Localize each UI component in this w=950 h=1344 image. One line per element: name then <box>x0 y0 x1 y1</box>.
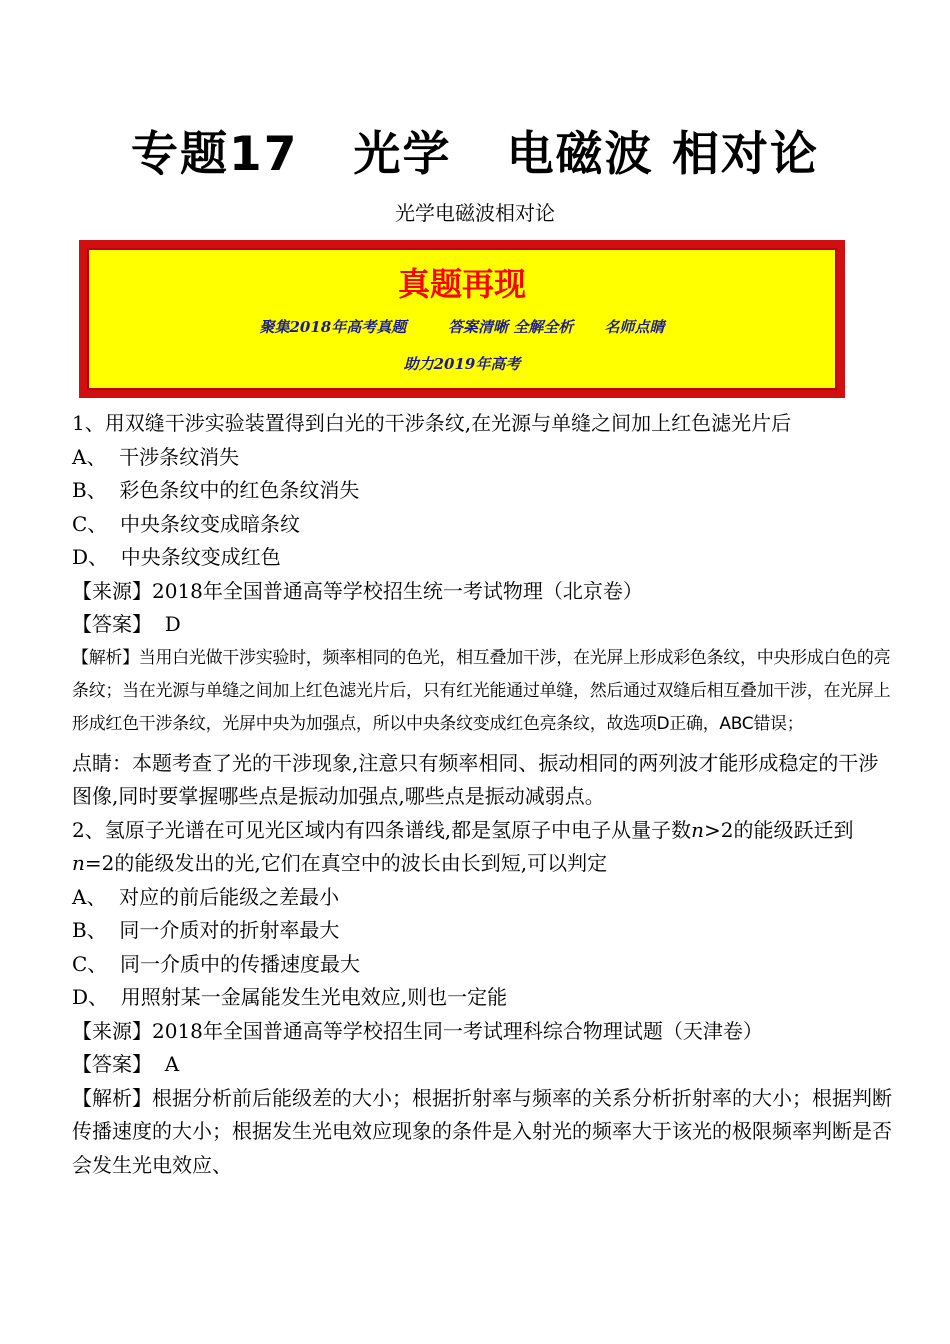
q1-option-a: A、 干涉条纹消失 <box>72 444 240 469</box>
page-subtitle: 光学电磁波相对论 <box>395 201 555 225</box>
page-title: 专题17 光学 电磁波 相对论 <box>131 127 819 182</box>
zhenti-banner <box>79 240 845 398</box>
q2-option-d: D、 用照射某一金属能发生光电效应,则也一定能 <box>72 985 508 1009</box>
q1-answer: 【答案】 D <box>72 612 181 636</box>
banner-subtagline: 助力2019年高考 <box>403 355 521 373</box>
q2-var-n2: n <box>72 851 85 875</box>
q2-option-c: C、 同一介质中的传播速度最大 <box>72 951 361 976</box>
q1-comment: 点睛：本题考查了光的干涉现象,注意只有频率相同、振动相同的两列波才能形成稳定的干涉图像,同时要掌握哪些点是振动加强点,哪些点是振动减弱点。 <box>72 750 879 808</box>
q2-option-a: A、 对应的前后能级之差最小 <box>72 884 340 909</box>
q1-stem: 1、用双缝干涉实验装置得到白光的干涉条纹,在光源与单缝之间加上红色滤光片后 <box>72 411 792 435</box>
banner-inner <box>87 248 837 390</box>
q1-analysis: 【解析】当用白光做干涉实验时，频率相同的色光，相互叠加干涉，在光屏上形成彩色条纹，中央形成白色的亮条纹；当在光源与单缝之间加上红色滤光片后，只有红光能通过单缝，然后通过双缝后相互叠加干涉，在光屏上形成红色干涉条纹，光屏中央为加强点，所以中央条纹变成红色亮条纹，故选项D正确，ABC错误； <box>72 647 891 734</box>
banner-tagline: 聚集2018年高考真题 答案清晰 全解全析 名师点睛 <box>259 318 665 336</box>
q2-source: 【来源】2018年全国普通高等学校招生同一考试理科综合物理试题（天津卷） <box>72 1018 763 1043</box>
q2-stem-part2: >2的能级跃迁到 <box>703 817 854 842</box>
q2-stem-part1: 2、氢原子光谱在可见光区域内有四条谱线,都是氢原子中电子从量子数 <box>72 817 692 842</box>
q1-option-b: B、 彩色条纹中的红色条纹消失 <box>72 478 360 502</box>
q1-option-c: C、 中央条纹变成暗条纹 <box>72 511 301 536</box>
q2-answer: 【答案】 A <box>72 1052 180 1076</box>
q2-analysis: 【解析】根据分析前后能级差的大小；根据折射率与频率的关系分析折射率的大小；根据判断传播速度的大小；根据发生光电效应现象的条件是入射光的频率大于该光的极限频率判断是否会发生光电效应、 <box>72 1085 892 1177</box>
q2-stem-part3: =2的能级发出的光,它们在真空中的波长由长到短,可以判定 <box>84 851 608 875</box>
q2-option-b: B、 同一介质对的折射率最大 <box>72 918 340 942</box>
q2-stem <box>72 814 892 881</box>
banner-title: 真题再现 <box>397 265 526 303</box>
q1-source: 【来源】2018年全国普通高等学校招生统一考试物理（北京卷） <box>72 578 643 603</box>
questions-content <box>72 407 892 1182</box>
q2-var-n1: n <box>691 817 704 842</box>
q1-option-d: D、 中央条纹变成红色 <box>72 545 281 569</box>
